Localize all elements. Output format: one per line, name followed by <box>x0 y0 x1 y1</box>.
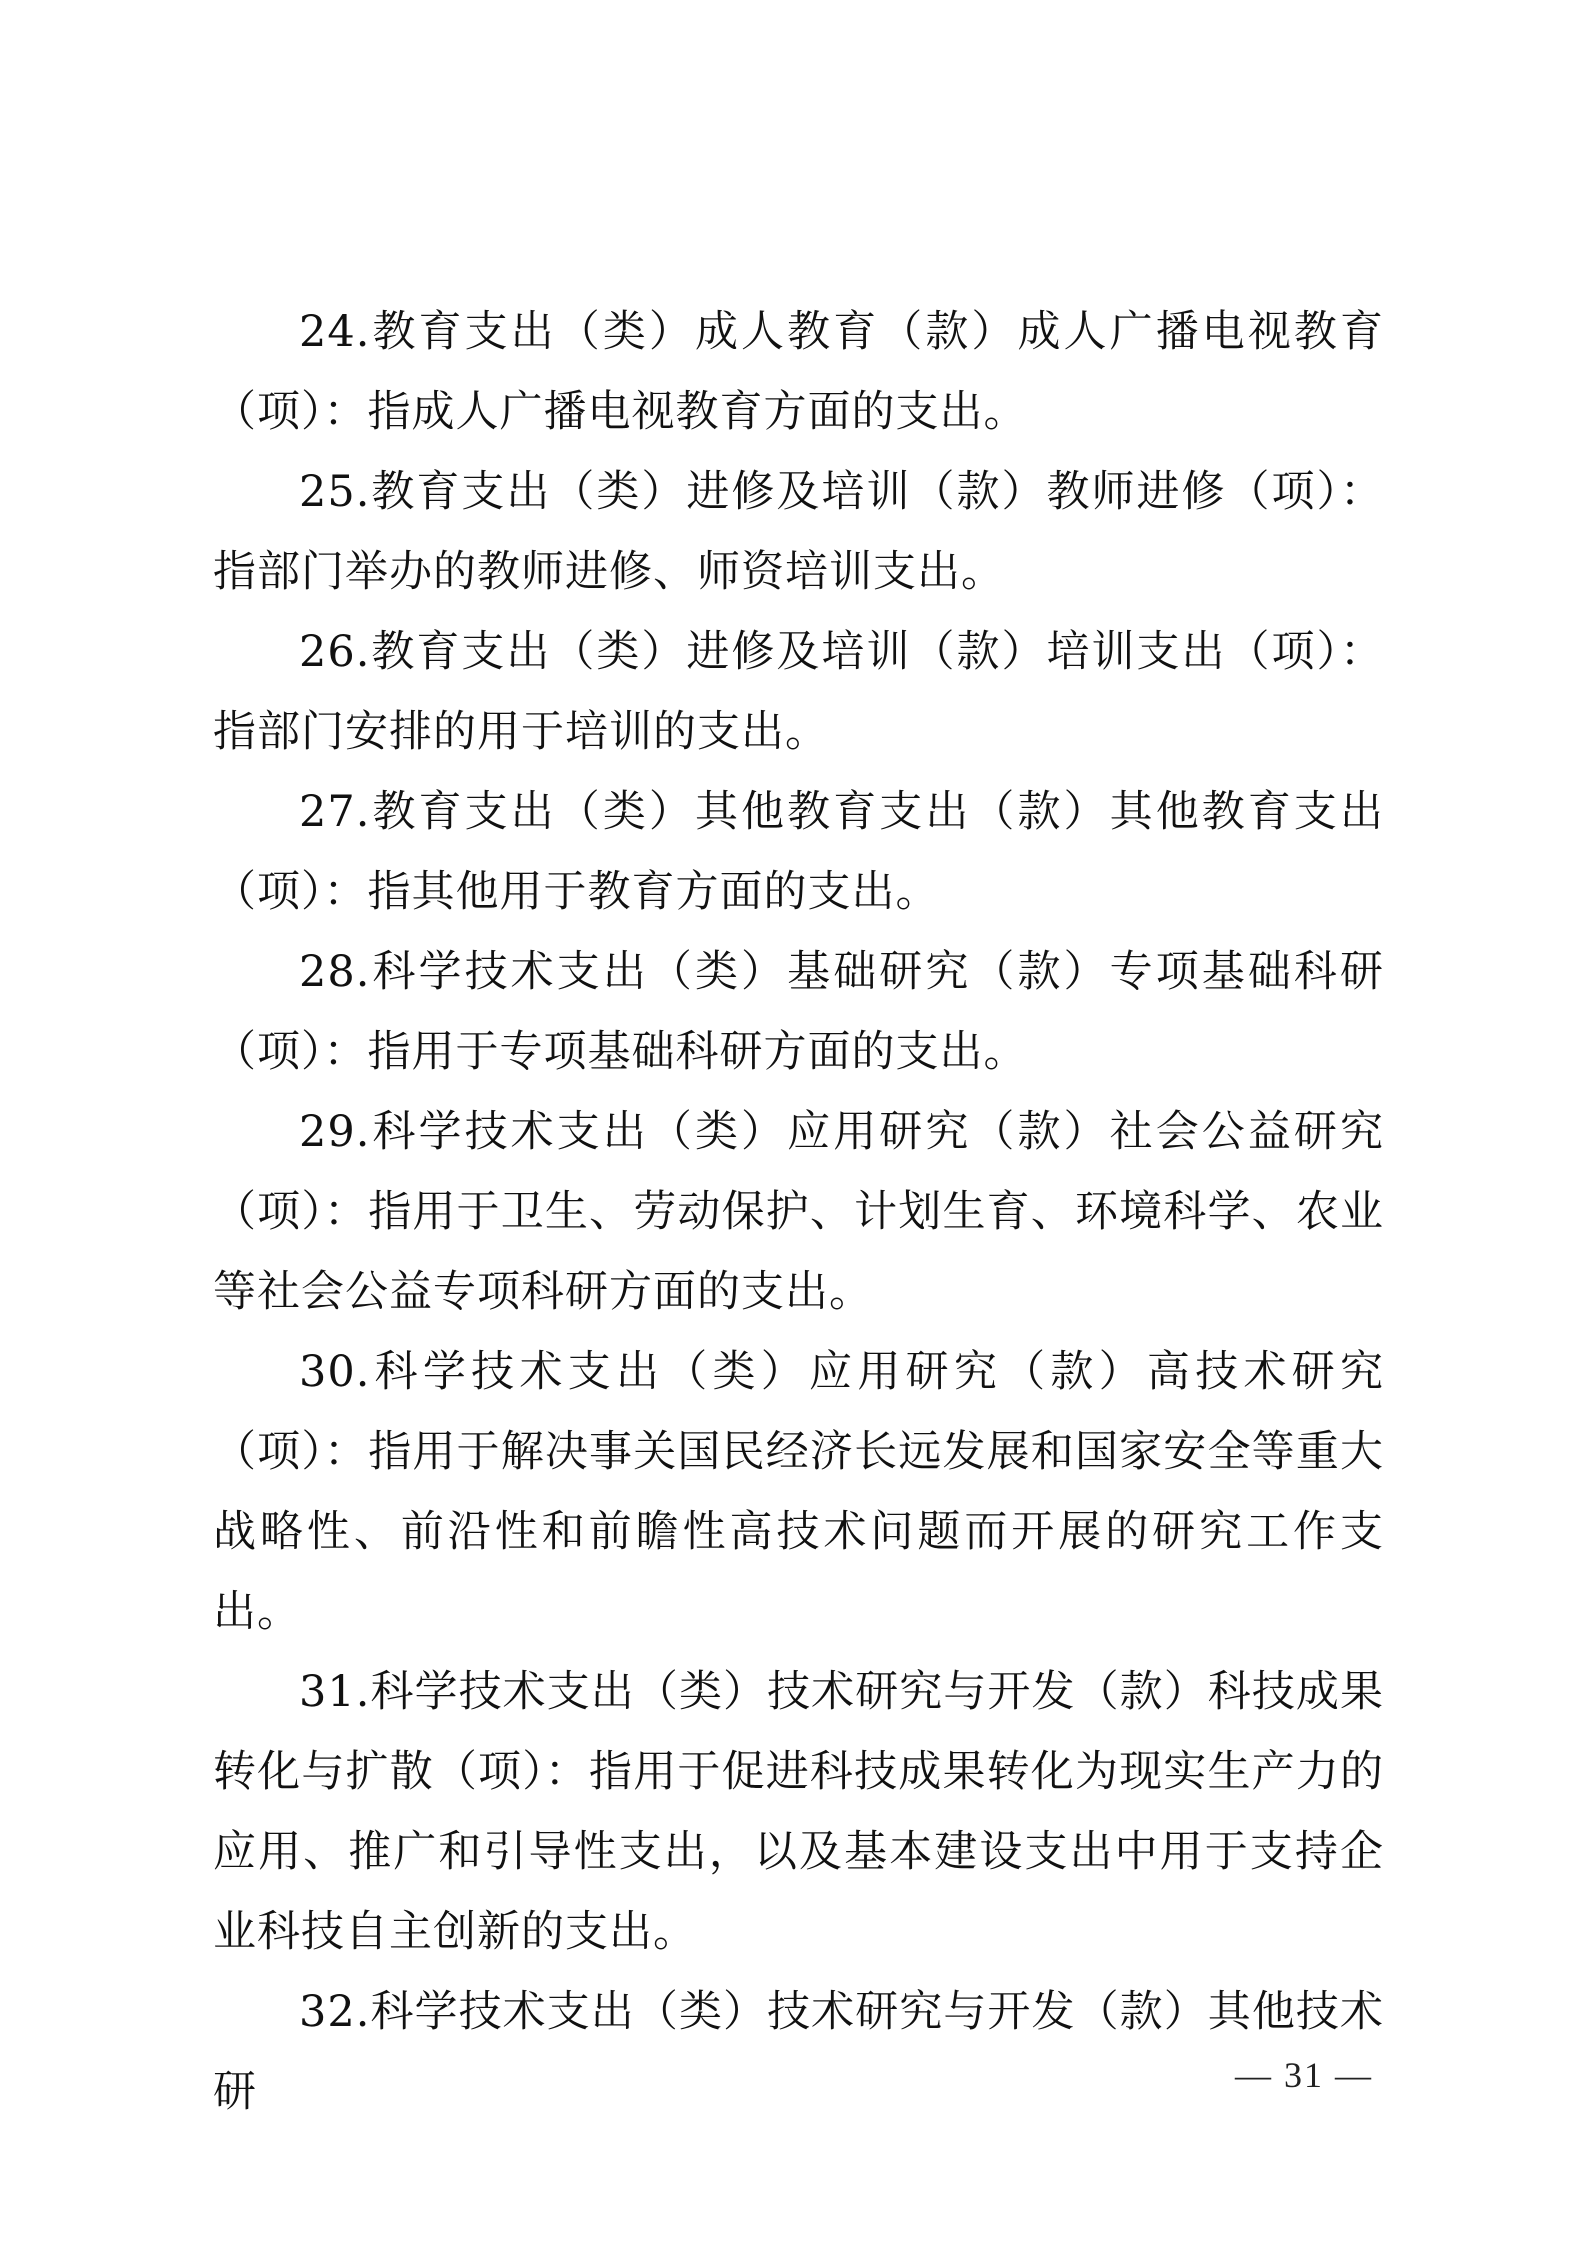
paragraph-item-30: 30.科学技术支出（类）应用研究（款）高技术研究（项）：指用于解决事关国民经济长远发展和国家安全等重大战略性、前沿性和前瞻性高技术问题而开展的研究工作支出。 <box>213 1347 1384 1637</box>
document-body <box>213 292 1384 2132</box>
paragraph-item-28: 28.科学技术支出（类）基础研究（款）专项基础科研（项）：指用于专项基础科研方面的支出。 <box>213 947 1384 1077</box>
paragraph-item-25: 25.教育支出（类）进修及培训（款）教师进修（项）：指部门举办的教师进修、师资培训支出。 <box>213 467 1384 597</box>
paragraph-item-27: 27.教育支出（类）其他教育支出（款）其他教育支出（项）：指其他用于教育方面的支出。 <box>213 787 1384 917</box>
paragraph-item-24: 24.教育支出（类）成人教育（款）成人广播电视教育（项）：指成人广播电视教育方面的支出。 <box>213 307 1384 437</box>
paragraph-item-31: 31.科学技术支出（类）技术研究与开发（款）科技成果转化与扩散（项）：指用于促进科技成果转化为现实生产力的应用、推广和引导性支出，以及基本建设支出中用于支持企业科技自主创新的支出。 <box>213 1667 1384 1957</box>
page-number: — 31 — <box>1235 2055 1373 2095</box>
paragraph-item-32: 32.科学技术支出（类）技术研究与开发（款）其他技术研 <box>213 1987 1384 2117</box>
paragraph-item-29: 29.科学技术支出（类）应用研究（款）社会公益研究（项）：指用于卫生、劳动保护、计划生育、环境科学、农业等社会公益专项科研方面的支出。 <box>213 1107 1384 1317</box>
paragraph-item-26: 26.教育支出（类）进修及培训（款）培训支出（项）：指部门安排的用于培训的支出。 <box>213 627 1384 757</box>
